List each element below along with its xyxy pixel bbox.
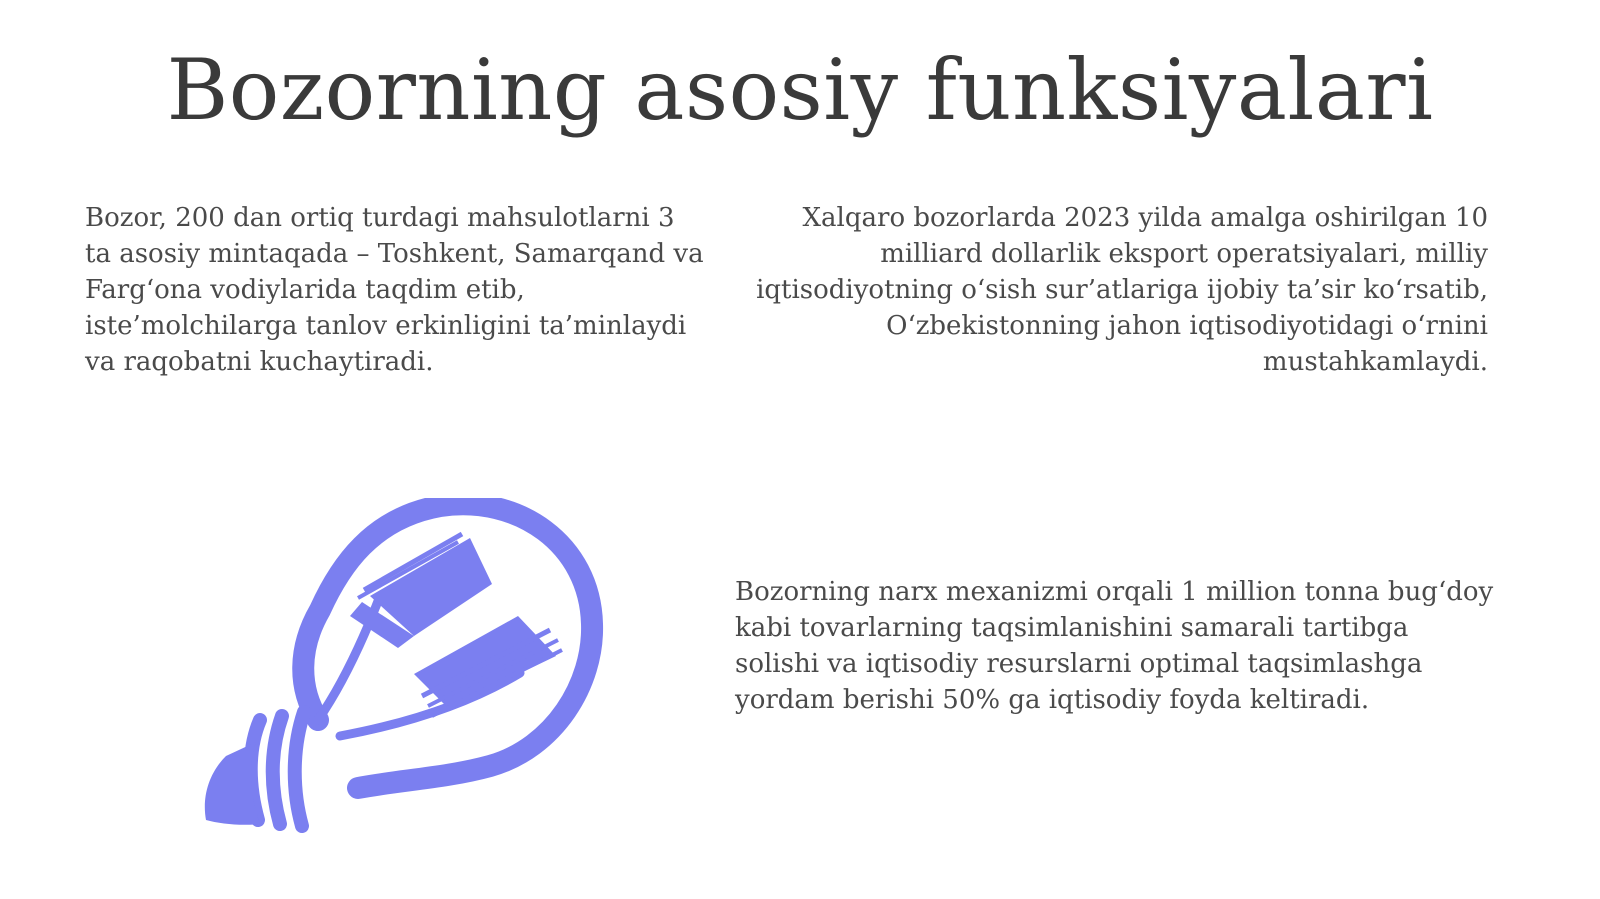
paragraph-bottom: Bozorning narx mexanizmi orqali 1 million tonna bug‘doy kabi tovarlarning taqsimlanishini samarali tartibga solishi va iqtisodiy resurslarni optimal taqsimlashga yordam berishi 50% ga iqtisodiy foyda keltiradi. (735, 577, 1494, 715)
lightbulb-with-book-icon (200, 498, 620, 858)
paragraph-left: Bozor, 200 dan ortiq turdagi mahsulotlarni 3 ta asosiy mintaqada – Toshkent, Samarqand va Farg‘ona vodiylarida taqdim etib, iste’molchilarga tanlov erkinligini ta’minlaydi va raqobatni kuchaytiradi. (85, 203, 704, 377)
page-title: Bozorning asosiy funksiyalari (166, 41, 1434, 139)
paragraph-right: Xalqaro bozorlarda 2023 yilda amalga oshirilgan 10 milliard dollarlik eksport operatsiyalari, milliy iqtisodiyotning o‘sish sur’atlariga ijobiy ta’sir ko‘rsatib, O‘zbekistonning jahon iqtisodiyotidagi o‘rnini mustahkamlaydi. (756, 203, 1488, 377)
